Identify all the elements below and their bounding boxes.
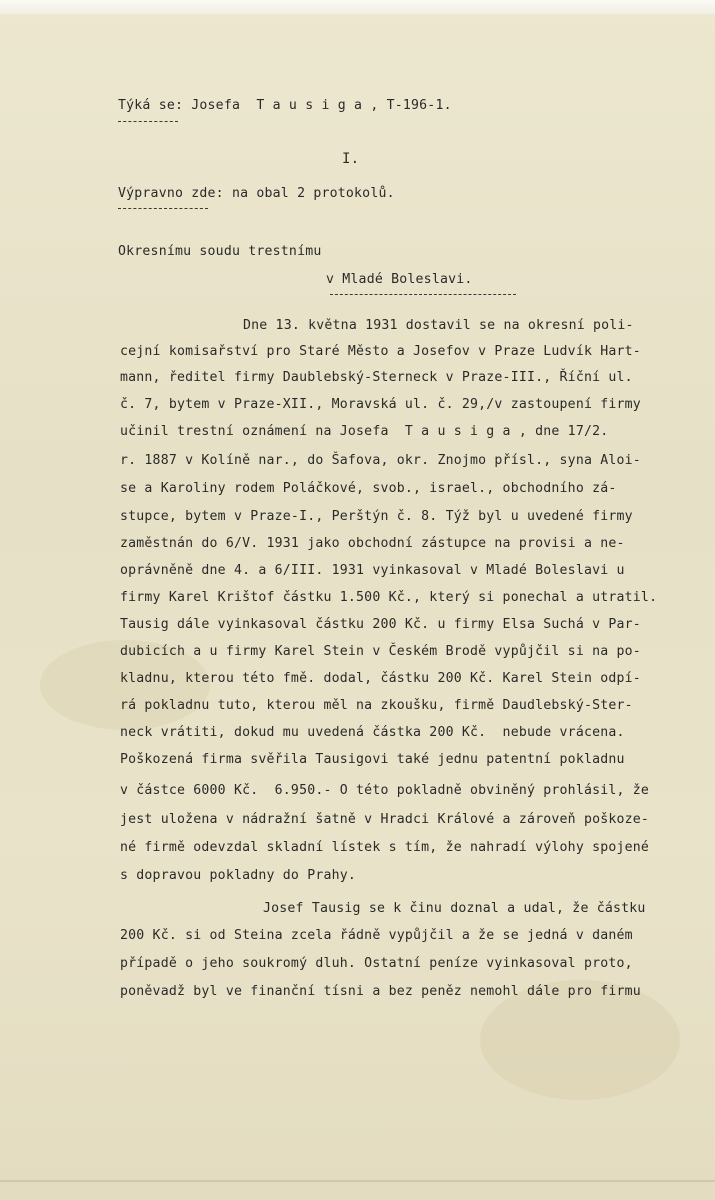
subject-underline bbox=[118, 121, 178, 122]
body-line: učinil trestní oznámení na Josefa T a u s i g a , dne 17/2. bbox=[120, 424, 609, 439]
paper-fold bbox=[0, 1180, 715, 1182]
body-line: oprávněně dne 4. a 6/III. 1931 vyinkasoval v Mladé Boleslavi u bbox=[120, 563, 625, 578]
dispatch-underline bbox=[118, 208, 208, 209]
body-line: zaměstnán do 6/V. 1931 jako obchodní zástupce na provisi a ne- bbox=[120, 536, 625, 551]
body-line: kladnu, kterou této fmě. dodal, částku 200 Kč. Karel Stein odpí- bbox=[120, 671, 641, 686]
subject-line: Týká se: Josefa T a u s i g a , T-196-1. bbox=[118, 98, 452, 113]
body-line: se a Karoliny rodem Poláčkové, svob., israel., obchodního zá- bbox=[120, 481, 617, 496]
body-line: č. 7, bytem v Praze-XII., Moravská ul. č. 29,/v zastoupení firmy bbox=[120, 397, 641, 412]
body-line: stupce, bytem v Praze-I., Perštýn č. 8. Týž byl u uvedené firmy bbox=[120, 509, 633, 524]
body-line: 200 Kč. si od Steina zcela řádně vypůjčil a že se jedná v daném bbox=[120, 928, 633, 943]
body-line: mann, ředitel firmy Daublebský-Sterneck v Praze-III., Říční ul. bbox=[120, 370, 633, 385]
body-line: Dne 13. května 1931 dostavil se na okresní poli- bbox=[243, 318, 634, 333]
body-line: případě o jeho soukromý dluh. Ostatní peníze vyinkasoval proto, bbox=[120, 956, 633, 971]
body-line: Josef Tausig se k činu doznal a udal, že částku bbox=[263, 901, 646, 916]
body-line: dubicích a u firmy Karel Stein v Českém Brodě vypůjčil si na po- bbox=[120, 644, 641, 659]
body-line: Tausig dále vyinkasoval částku 200 Kč. u firmy Elsa Suchá v Par- bbox=[120, 617, 641, 632]
section-number: I. bbox=[342, 151, 360, 167]
addressee-underline bbox=[330, 294, 516, 295]
body-line: poněvadž byl ve finanční tísni a bez peněz nemohl dále pro firmu bbox=[120, 984, 641, 999]
body-line: v částce 6000 Kč. 6.950.- O této pokladně obviněný prohlásil, že bbox=[120, 783, 650, 798]
body-line: r. 1887 v Kolíně nar., do Šafova, okr. Znojmo přísl., syna Aloi- bbox=[120, 453, 641, 468]
body-line: jest uložena v nádražní šatně v Hradci Králové a zároveň poškoze- bbox=[120, 812, 650, 827]
dispatch-line: Výpravno zde: na obal 2 protokolů. bbox=[118, 186, 395, 201]
body-line: s dopravou pokladny do Prahy. bbox=[120, 868, 357, 883]
paper-top-edge bbox=[0, 0, 715, 14]
body-line: rá pokladnu tuto, kterou měl na zkoušku, firmě Daudlebský-Ster- bbox=[120, 698, 633, 713]
body-line: Poškozená firma svěřila Tausigovi také jednu patentní pokladnu bbox=[120, 752, 625, 767]
addressee-court: Okresnímu soudu trestnímu bbox=[118, 244, 322, 259]
body-line: neck vrátiti, dokud mu uvedená částka 200 Kč. nebude vrácena. bbox=[120, 725, 625, 740]
body-line: né firmě odevzdal skladní lístek s tím, že nahradí výlohy spojené bbox=[120, 840, 650, 855]
body-line: cejní komisařství pro Staré Město a Josefov v Praze Ludvík Hart- bbox=[120, 344, 641, 359]
body-line: firmy Karel Krištof částku 1.500 Kč., který si ponechal a utratil. bbox=[120, 590, 658, 605]
addressee-place: v Mladé Boleslavi. bbox=[326, 272, 473, 287]
